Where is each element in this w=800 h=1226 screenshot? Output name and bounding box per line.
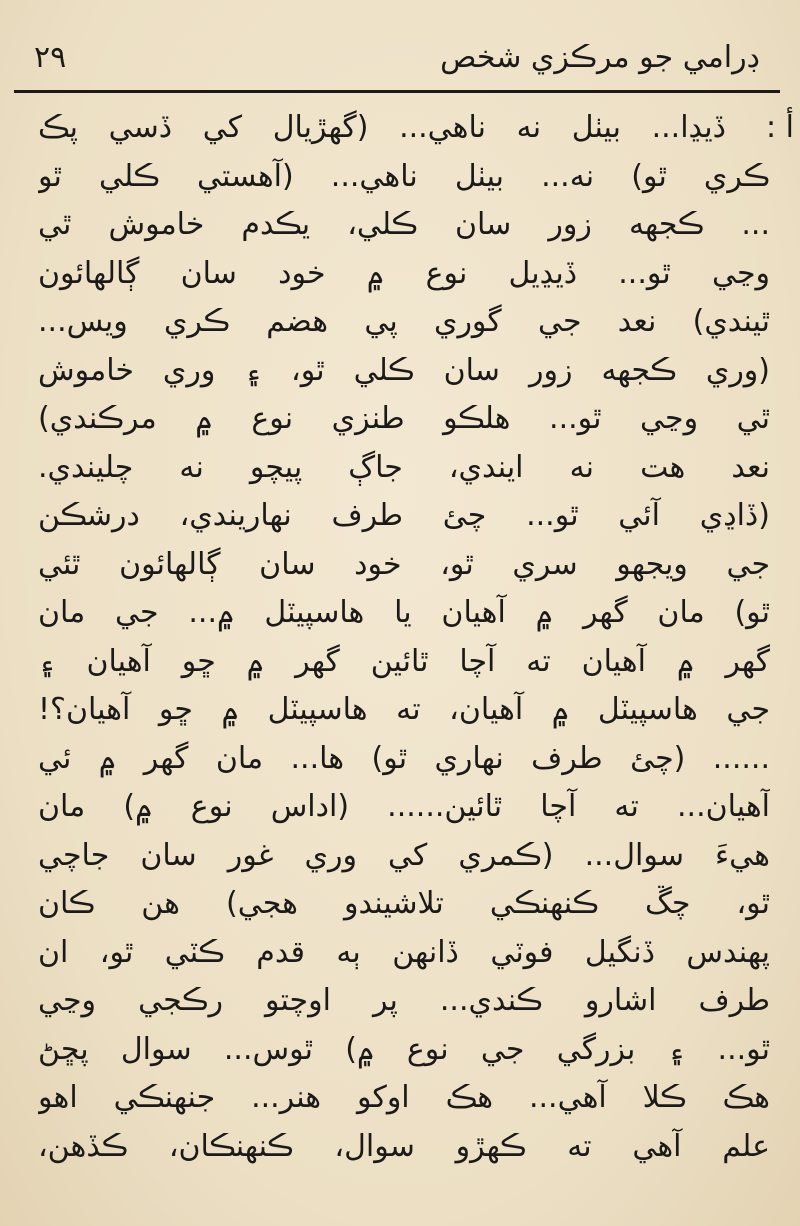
header-rule xyxy=(14,90,780,93)
text-line: ٿي وڃي ٿو... هلڪو طنزي نوع ۾ مرڪندي) xyxy=(38,401,770,436)
body-text xyxy=(38,104,770,1171)
text-line: ڪري ٿو) نه... بيٺل ناهي... (آهستي ڪلي ٿو xyxy=(38,158,770,194)
text-line: آهيان... ته آچا ٿائين...... (اداس نوع ۾) مان xyxy=(38,789,770,824)
text-line: ٿيندي) نعد جي گوري پي هضم ڪري ويس... xyxy=(38,304,770,339)
text-line: ... ڪجهه زور سان ڪلي، يڪدم خاموش ٿي xyxy=(38,207,770,242)
text-line: هڪ ڪلا آهي... هڪ اوکو هنر... جنهنڪي اهو xyxy=(38,1080,770,1115)
text-line: پهندس ڏنگيل فوٽي ڏانهن ٻه قدم ڪٽي ٿو، ان xyxy=(38,934,770,970)
text-line: ٿو، چڱ ڪنهنڪي تلاشيندو هجي) هن ڪان xyxy=(38,886,770,921)
text-line: گهر ۾ آهيان ته آچا ٿائين گهر ۾ ڇو آهيان ۽ xyxy=(38,643,770,679)
text-line: علم آهي ته ڪهڙو سوال، ڪنهنڪان، ڪڏهن، xyxy=(38,1128,770,1164)
text-line: (وري ڪجهه زور سان ڪلي ٿو، ۽ وري خاموش xyxy=(38,352,770,388)
text-line: نعد هت نه ايندي، جاڳ پيچو نه چليندي. xyxy=(38,449,770,485)
text-line: جي ويجهو سري ٿو، خود سان ڳالهائون ٿئي xyxy=(38,546,770,582)
running-title: ڊرامي جو مرڪزي شخص xyxy=(440,40,760,75)
page-header xyxy=(20,30,760,80)
text-line: هيءَ سوال... (ڪمري کي وري غور سان جاچي xyxy=(38,837,770,873)
text-line: ...... (چئ طرف نهاري ٿو) ها... مان گهر ۾ ئي xyxy=(38,740,770,776)
text-line: ڏيڍا... بيٺل نه ناهي... (گهڙيال کي ڏسي پڪ xyxy=(38,110,726,145)
text-line: ٿو... ۽ بزرگي جي نوع ۾) ٿوس... سوال پڇڻ xyxy=(38,1031,770,1067)
text-line: ٿو) مان گهر ۾ آهيان يا هاسپيٽل ۾... جي مان xyxy=(38,595,770,630)
text-line: جي هاسپيٽل ۾ آهيان، ته هاسپيٽل ۾ ڇو آهيان؟! xyxy=(38,692,770,727)
text-line: طرف اشارو ڪندي... پر اوچتو رڪجي وڃي xyxy=(38,983,770,1018)
page-number: ۲۹ xyxy=(34,40,67,75)
text-line: (ڏاڍي آئي ٿو... چئ طرف نهاريندي، درشڪن xyxy=(38,498,770,533)
text-line: وڃي ٿو... ڏيڍيل نوع ۾ خود سان ڳالهائون xyxy=(38,255,770,291)
speaker-marker: أ : xyxy=(766,110,794,145)
